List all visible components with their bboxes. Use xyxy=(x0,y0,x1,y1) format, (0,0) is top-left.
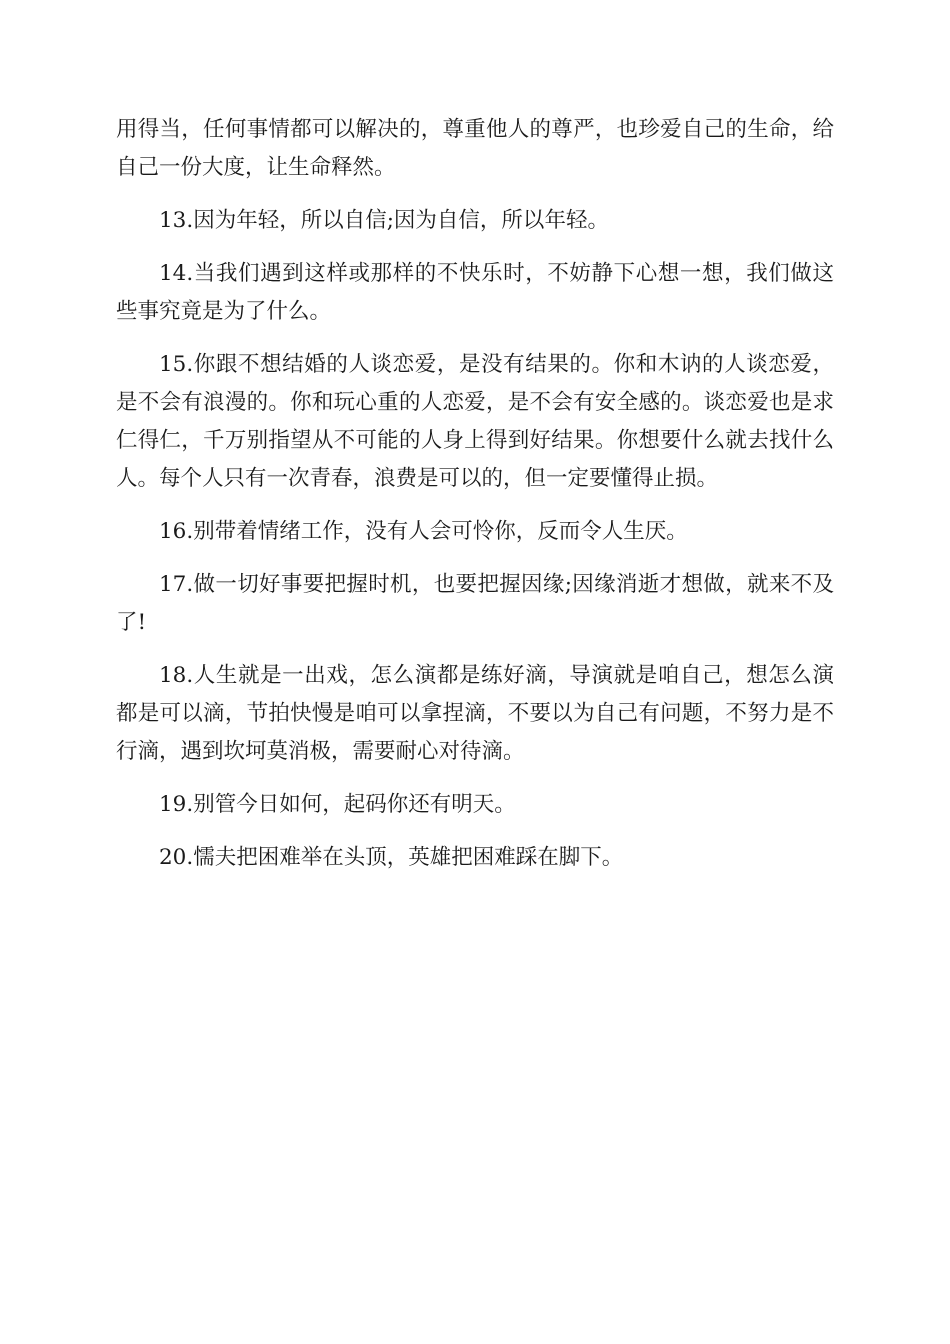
paragraph-15: 15.你跟不想结婚的人谈恋爱，是没有结果的。你和木讷的人谈恋爱，是不会有浪漫的。你和玩心重的人恋爱，是不会有安全感的。谈恋爱也是求仁得仁，千万别指望从不可能的人身上得到好结果。你想要什么就去找什么人。每个人只有一次青春，浪费是可以的，但一定要懂得止损。 xyxy=(116,352,834,491)
paragraph-19: 19.别管今日如何，起码你还有明天。 xyxy=(159,792,516,817)
paragraph-13: 13.因为年轻，所以自信;因为自信，所以年轻。 xyxy=(159,208,609,233)
paragraph-17: 17.做一切好事要把握时机，也要把握因缘;因缘消逝才想做，就来不及了! xyxy=(116,572,834,635)
paragraph-18: 18.人生就是一出戏，怎么演都是练好滴，导演就是咱自己，想怎么演都是可以滴，节拍快慢是咱可以拿捏滴，不要以为自己有问题，不努力是不行滴，遇到坎坷莫消极，需要耐心对待滴。 xyxy=(116,663,834,764)
paragraph-14: 14.当我们遇到这样或那样的不快乐时，不妨静下心想一想，我们做这些事究竟是为了什么。 xyxy=(116,261,834,324)
paragraph-20: 20.懦夫把困难举在头顶，英雄把困难踩在脚下。 xyxy=(159,845,624,870)
paragraph-continued: 用得当，任何事情都可以解决的，尊重他人的尊严，也珍爱自己的生命，给自己一份大度，让生命释然。 xyxy=(116,117,834,180)
document-body xyxy=(116,111,834,892)
paragraph-16: 16.别带着情绪工作，没有人会可怜你，反而令人生厌。 xyxy=(159,519,688,544)
